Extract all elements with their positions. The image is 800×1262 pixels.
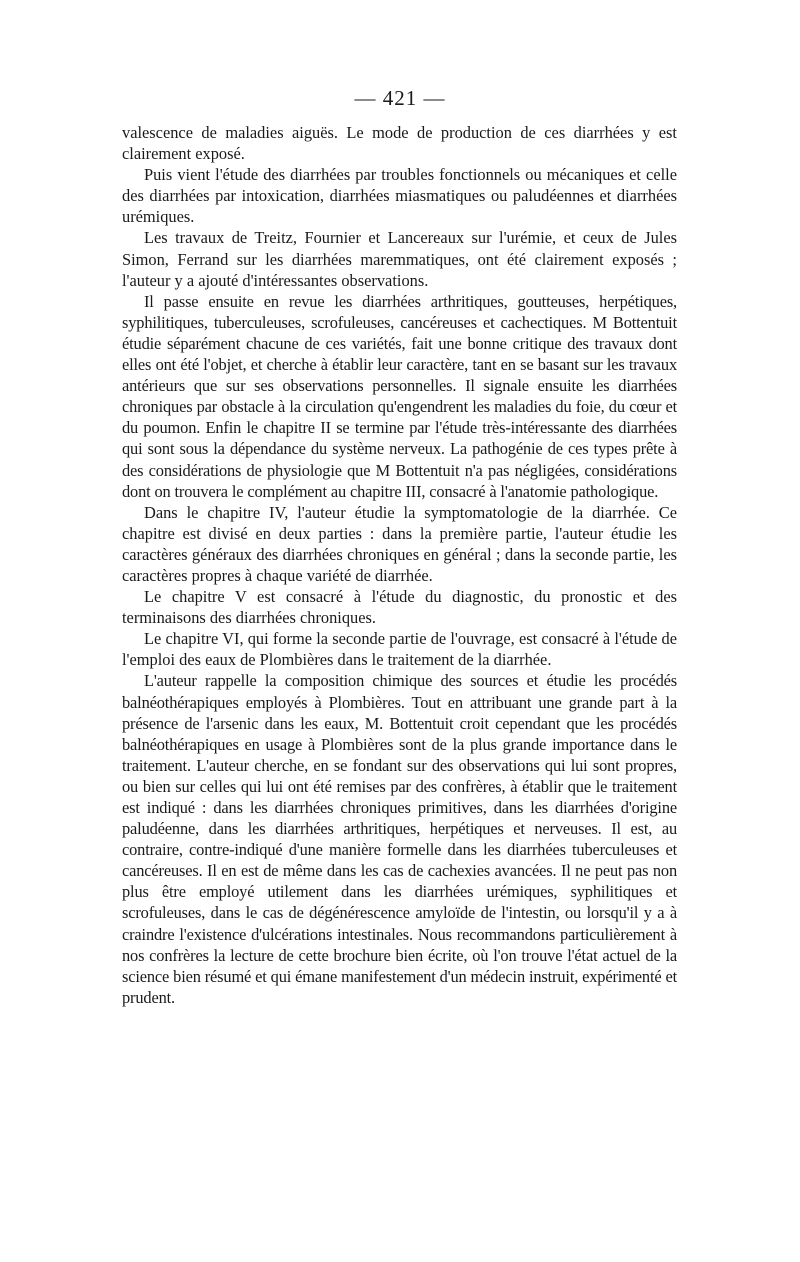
paragraph-6: Le chapitre V est consacré à l'étude du diagnostic, du pronostic et des terminaisons des diarrhées chroniques. <box>122 587 677 628</box>
page-number: — 421 — <box>354 86 446 110</box>
paragraph-7: Le chapitre VI, qui forme la seconde partie de l'ouvrage, est consacré à l'étude de l'emploi des eaux de Plombières dans le traitement de la diarrhée. <box>122 629 677 670</box>
paragraph-4: Il passe ensuite en revue les diarrhées arthritiques, goutteuses, herpétiques, syphilitiques, tuberculeuses, scrofuleuses, cancéreuses et cachectiques. M Bottentuit étudie séparément chacune de ces variétés, fait une bonne critique des travaux dont elles ont été l'objet, et cherche à établir leur caractère, tant en se basant sur les travaux antérieurs que sur ses observations personnelles. Il signale ensuite les diarrhées chroniques par obstacle à la circulation qu'engendrent les maladies du foie, du cœur et du poumon. Enfin le chapitre II se termine par l'étude très-intéressante des diarrhées qui sont sous la dépendance du système nerveux. La pathogénie de ces types prête à des considérations de physiologie que M Bottentuit n'a pas négligées, considérations dont on trouvera le complément au chapitre III, consacré à l'anatomie pathologique. <box>122 291 677 501</box>
paragraph-1: valescence de maladies aiguës. Le mode de production de ces diarrhées y est clairement exposé. <box>122 123 677 164</box>
body-text <box>122 122 677 1008</box>
paragraph-5: Dans le chapitre IV, l'auteur étudie la symptomatologie de la diarrhée. Ce chapitre est divisé en deux parties : dans la première partie, l'auteur étudie les caractères généraux des diarrhées chroniques en général ; dans la seconde partie, les caractères propres à chaque variété de diarrhée. <box>122 502 677 585</box>
paragraph-2: Puis vient l'étude des diarrhées par troubles fonctionnels ou mécaniques et celle des diarrhées par intoxication, diarrhées miasmatiques ou paludéennes et diarrhées urémiques. <box>122 165 677 227</box>
paragraph-8: L'auteur rappelle la composition chimique des sources et étudie les procédés balnéothérapiques employés à Plombières. Tout en attribuant une grande part à la présence de l'arsenic dans les eaux, M. Bottentuit croit cependant que les procédés balnéothérapiques en usage à Plombières sont de la plus grande importance dans le traitement. L'auteur cherche, en se fondant sur des observations qui lui sont propres, ou bien sur celles qui lui ont été remises par des confrères, à établir que le traitement est indiqué : dans les diarrhées chroniques primitives, dans les diarrhées d'origine paludéenne, dans les diarrhées arthritiques, herpétiques et nerveuses. Il est, au contraire, contre-indiqué d'une manière formelle dans les diarrhées tuberculeuses et cancéreuses. Il en est de même dans les cas de cachexies avancées. Il ne peut pas non plus être employé utilement dans les diarrhées urémiques, syphilitiques et scrofuleuses, dans le cas de dégénérescence amyloïde de l'intestin, ou lorsqu'il y a à craindre l'existence d'ulcérations intestinales. Nous recommandons particulièrement à nos confrères la lecture de cette brochure bien écrite, où l'on trouve l'état actuel de la science bien résumé et qui émane manifestement d'un médecin instruit, expérimenté et prudent. <box>122 671 677 1007</box>
paragraph-3: Les travaux de Treitz, Fournier et Lancereaux sur l'urémie, et ceux de Jules Simon, Ferrand sur les diarrhées maremmatiques, ont été clairement exposés ; l'auteur y a ajouté d'intéressantes observations. <box>122 228 677 290</box>
